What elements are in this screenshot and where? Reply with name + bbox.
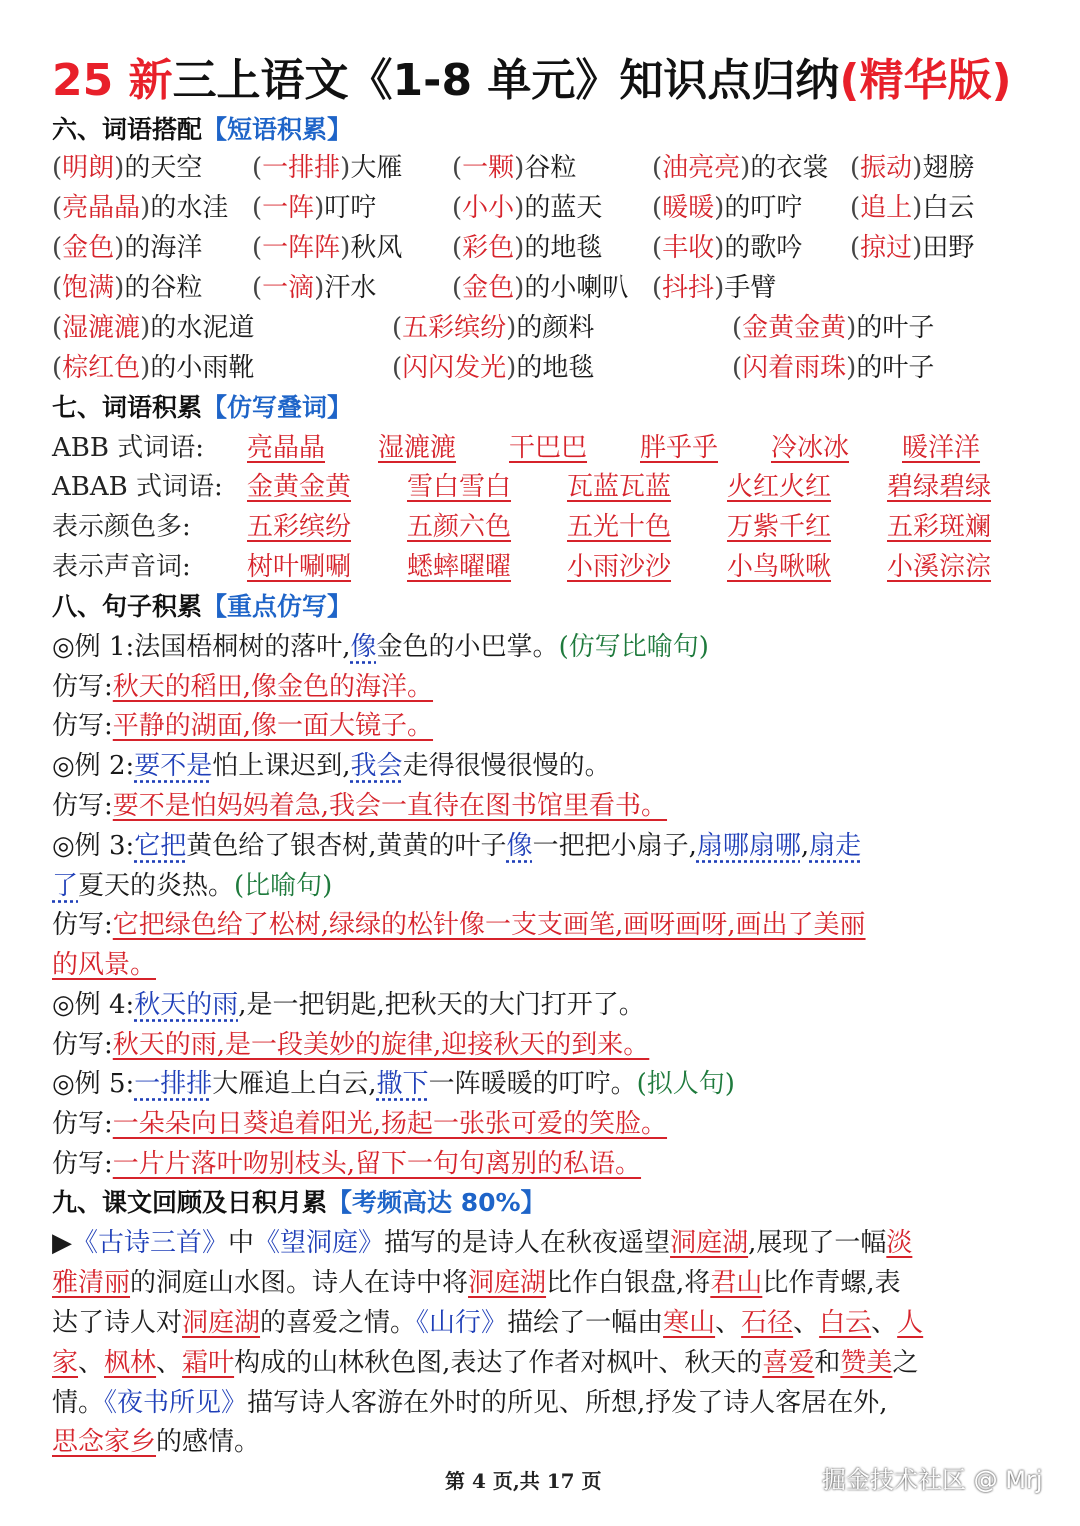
- word-item: 金黄金黄: [247, 472, 352, 502]
- paragraph-text: 的感情。: [156, 1427, 261, 1457]
- imitation-1a: [52, 667, 433, 707]
- ex5-note: (拟人句): [636, 1069, 735, 1099]
- example-3: [52, 826, 861, 866]
- word-item: 火红火红: [727, 472, 832, 502]
- example-2: [52, 746, 611, 786]
- imitation-4: [52, 1025, 649, 1065]
- key-term: 雅清丽: [52, 1268, 131, 1298]
- paragraph-line: [52, 1303, 1032, 1343]
- key-term: 枫林: [104, 1348, 157, 1378]
- phrase-item: (金黄金黄)的叶子: [732, 313, 935, 343]
- ex3-keyword-3: 扇哪扇哪: [696, 831, 801, 861]
- title-suffix: (精华版): [839, 55, 1012, 106]
- paragraph-line: [52, 1422, 1032, 1462]
- poem-title: 《望洞庭》: [254, 1228, 385, 1258]
- imitation-3-cont: [52, 945, 156, 985]
- ex3-keyword-5: 了: [52, 871, 79, 901]
- ex3-text-end: 夏天的炎热。: [78, 871, 235, 901]
- paragraph-text: 的洞庭山水图。诗人在诗中将: [130, 1268, 469, 1298]
- key-term: 家: [52, 1348, 79, 1378]
- ex4-keyword: 秋天的雨: [134, 990, 239, 1020]
- ex3-text: 黄色给了银杏树,黄黄的叶子: [186, 831, 507, 861]
- phrase-item: (丰收)的歌吟: [652, 233, 803, 263]
- section-9-heading: [52, 1183, 546, 1223]
- section-8-heading: [52, 587, 352, 627]
- ex3-keyword-4: 扇走: [809, 831, 862, 861]
- imitation-5a: [52, 1104, 667, 1144]
- ex4-label: ◎例 4:: [52, 990, 135, 1020]
- key-term: 洞庭湖: [468, 1268, 547, 1298]
- ex2-text: 怕上课迟到,: [212, 751, 351, 781]
- key-term: 石径: [741, 1308, 794, 1338]
- poem-title: 《山行》: [416, 1308, 508, 1338]
- paragraph-text: ▶: [52, 1228, 72, 1258]
- imitation-label: 仿写:: [52, 791, 113, 821]
- word-category-label: 表示声音词:: [52, 552, 191, 582]
- phrase-item: (抖抖)手臂: [652, 273, 777, 303]
- phrase-item: (亮晶晶)的水洼: [52, 193, 229, 223]
- phrase-item: (追上)白云: [850, 193, 975, 223]
- paragraph-text: 、: [715, 1308, 742, 1338]
- key-term: 思念家乡: [52, 1427, 157, 1457]
- word-item: 瓦蓝瓦蓝: [567, 472, 672, 502]
- imitation-text: 秋天的雨,是一段美妙的旋律,迎接秋天的到来。: [112, 1030, 650, 1060]
- phrase-item: (饱满)的谷粒: [52, 273, 203, 303]
- phrase-item: (明朗)的天空: [52, 153, 203, 183]
- paragraph-text: 达了诗人对: [52, 1308, 183, 1338]
- word-category-label: ABAB 式词语:: [52, 472, 223, 502]
- paragraph-text: 情。: [52, 1388, 105, 1418]
- section-9-tag: 【考频高达 80%】: [327, 1188, 546, 1217]
- paragraph-line: [52, 1223, 1032, 1263]
- word-item: 五彩斑斓: [887, 512, 992, 542]
- phrase-item: (闪着雨珠)的叶子: [732, 353, 935, 383]
- imitation-label: 仿写:: [52, 1030, 113, 1060]
- word-item: 冷冰冰: [771, 433, 850, 463]
- word-item: 小溪淙淙: [887, 552, 992, 582]
- imitation-text: 一片片落叶吻别枝头,留下一句句离别的私语。: [112, 1149, 642, 1179]
- word-item: 树叶唰唰: [247, 552, 352, 582]
- paragraph-line: [52, 1383, 1032, 1423]
- imitation-label: 仿写:: [52, 1149, 113, 1179]
- word-item: 湿漉漉: [378, 433, 457, 463]
- imitation-text: 平静的湖面,像一面大镜子。: [112, 711, 434, 741]
- ex3-comma: ,: [800, 831, 810, 861]
- paragraph-text: 、: [78, 1348, 105, 1378]
- ex5-text-end: 一阵暖暖的叮咛。: [428, 1069, 637, 1099]
- key-term: 洞庭湖: [182, 1308, 261, 1338]
- ex2-keyword-1: 要不是: [134, 751, 213, 781]
- page-number: 第 4 页,共 17 页: [445, 1469, 602, 1493]
- imitation-text: 它把绿色给了松树,绿绿的松针像一支支画笔,画呀画呀,画出了美丽: [112, 910, 866, 940]
- word-item: 五彩缤纷: [247, 512, 352, 542]
- title-prefix: 25 新: [52, 55, 173, 106]
- phrase-item: (一排排)大雁: [252, 153, 403, 183]
- word-item: 万紫千红: [727, 512, 832, 542]
- paragraph-text: 和: [814, 1348, 841, 1378]
- paragraph-text: 的喜爱之情。: [260, 1308, 417, 1338]
- imitation-1b: [52, 706, 433, 746]
- ex1-keyword: 像: [350, 632, 377, 662]
- paragraph-text: ,展现了一幅: [748, 1228, 887, 1258]
- word-item: 五颜六色: [407, 512, 512, 542]
- section-9-title: 九、课文回顾及日积月累: [52, 1188, 328, 1217]
- paragraph-text: 中: [228, 1228, 255, 1258]
- word-item: 干巴巴: [509, 433, 588, 463]
- phrase-item: (振动)翅膀: [850, 153, 975, 183]
- imitation-2: [52, 786, 667, 826]
- ex3-keyword-1: 它把: [134, 831, 187, 861]
- key-term: 寒山: [663, 1308, 716, 1338]
- ex2-text-end: 走得很慢很慢的。: [402, 751, 611, 781]
- phrase-item: (油亮亮)的衣裳: [652, 153, 829, 183]
- imitation-3: [52, 905, 866, 945]
- section-6-tag: 【短语积累】: [202, 115, 353, 144]
- paragraph-text: 、: [156, 1348, 183, 1378]
- imitation-text: 一朵朵向日葵追着阳光,扬起一张张可爱的笑脸。: [112, 1109, 668, 1139]
- example-3-cont: [52, 866, 332, 906]
- phrase-item: (闪闪发光)的地毯: [392, 353, 595, 383]
- ex1-note: (仿写比喻句): [558, 632, 709, 662]
- section-7-title: 七、词语积累: [52, 393, 203, 422]
- word-item: 暖洋洋: [902, 433, 981, 463]
- phrase-item: (一颗)谷粒: [452, 153, 577, 183]
- poem-title: 《古诗三首》: [72, 1228, 229, 1258]
- paragraph-line: [52, 1263, 1032, 1303]
- phrase-item: (金色)的海洋: [52, 233, 203, 263]
- phrase-item: (暖暖)的叮咛: [652, 193, 803, 223]
- word-item: 五光十色: [567, 512, 672, 542]
- ex5-label: ◎例 5:: [52, 1069, 135, 1099]
- paragraph-text: 、: [871, 1308, 898, 1338]
- ex3-label: ◎例 3:: [52, 831, 135, 861]
- ex5-keyword-2: 撒下: [376, 1069, 429, 1099]
- paragraph-text: 比作白银盘,将: [546, 1268, 711, 1298]
- key-term: 霜叶: [182, 1348, 235, 1378]
- word-item: 碧绿碧绿: [887, 472, 992, 502]
- ex3-text-2: 一把把小扇子,: [532, 831, 697, 861]
- phrase-item: (一滴)汗水: [252, 273, 377, 303]
- paragraph-text: 描写诗人客游在外时的所见、所想,抒发了诗人客居在外,: [247, 1388, 888, 1418]
- imitation-label: 仿写:: [52, 711, 113, 741]
- key-term: 喜爱: [762, 1348, 815, 1378]
- imitation-label: 仿写:: [52, 910, 113, 940]
- imitation-text: 要不是怕妈妈着急,我会一直待在图书馆里看书。: [112, 791, 668, 821]
- ex4-text: ,是一把钥匙,把秋天的大门打开了。: [238, 990, 645, 1020]
- section-7-heading: [52, 388, 352, 428]
- word-item: 胖乎乎: [640, 433, 719, 463]
- phrase-item: (棕红色)的小雨靴: [52, 353, 255, 383]
- key-term: 洞庭湖: [670, 1228, 749, 1258]
- key-term: 赞美: [840, 1348, 893, 1378]
- ex2-label: ◎例 2:: [52, 751, 135, 781]
- word-item: 雪白雪白: [407, 472, 512, 502]
- title-main: 三上语文《1-8 单元》知识点归纳: [172, 55, 840, 106]
- key-term: 白云: [819, 1308, 872, 1338]
- ex1-text-end: 金色的小巴掌。: [376, 632, 559, 662]
- phrase-item: (金色)的小喇叭: [452, 273, 629, 303]
- imitation-text-cont: 的风景。: [52, 950, 157, 980]
- watermark: 掘金技术社区 @ Mrj: [822, 1466, 1043, 1494]
- paragraph-text: 比作青螺,表: [762, 1268, 901, 1298]
- phrase-item: (五彩缤纷)的颜料: [392, 313, 595, 343]
- word-item: 蟋蟀曜曜: [407, 552, 512, 582]
- section-6-title: 六、词语搭配: [52, 115, 203, 144]
- phrase-item: (一阵阵)秋风: [252, 233, 403, 263]
- page-title: [52, 48, 1042, 114]
- example-1: [52, 627, 709, 667]
- word-item: 小鸟啾啾: [727, 552, 832, 582]
- phrase-item: (小小)的蓝天: [452, 193, 603, 223]
- ex3-keyword-2: 像: [506, 831, 533, 861]
- paragraph-text: 描写的是诗人在秋夜遥望: [384, 1228, 671, 1258]
- phrase-item: (掠过)田野: [850, 233, 975, 263]
- phrase-item: (一阵)叮咛: [252, 193, 377, 223]
- paragraph-line: [52, 1343, 1032, 1383]
- ex5-text: 大雁追上白云,: [212, 1069, 377, 1099]
- example-4: [52, 985, 645, 1025]
- imitation-label: 仿写:: [52, 672, 113, 702]
- section-8-title: 八、句子积累: [52, 592, 203, 621]
- phrase-item: (彩色)的地毯: [452, 233, 603, 263]
- key-term: 君山: [710, 1268, 763, 1298]
- word-item: 亮晶晶: [247, 433, 326, 463]
- key-term: 淡: [886, 1228, 913, 1258]
- section-6-heading: [52, 110, 352, 150]
- imitation-label: 仿写:: [52, 1109, 113, 1139]
- ex1-text: ◎例 1:法国梧桐树的落叶,: [52, 632, 351, 662]
- paragraph-text: 描绘了一幅由: [507, 1308, 664, 1338]
- example-5: [52, 1064, 735, 1104]
- word-item: 小雨沙沙: [567, 552, 672, 582]
- word-category-label: 表示颜色多:: [52, 512, 191, 542]
- word-category-label: ABB 式词语:: [52, 433, 205, 463]
- paragraph-text: 之: [892, 1348, 919, 1378]
- phrase-item: (湿漉漉)的水泥道: [52, 313, 255, 343]
- ex2-keyword-2: 我会: [350, 751, 403, 781]
- key-term: 人: [897, 1308, 924, 1338]
- section-7-tag: 【仿写叠词】: [202, 393, 353, 422]
- paragraph-text: 构成的山林秋色图,表达了作者对枫叶、秋天的: [234, 1348, 763, 1378]
- imitation-text: 秋天的稻田,像金色的海洋。: [112, 672, 434, 702]
- ex3-note: (比喻句): [234, 871, 333, 901]
- paragraph-text: 、: [793, 1308, 820, 1338]
- imitation-5b: [52, 1144, 641, 1184]
- poem-title: 《夜书所见》: [104, 1388, 248, 1418]
- section-8-tag: 【重点仿写】: [202, 592, 353, 621]
- ex5-keyword-1: 一排排: [134, 1069, 213, 1099]
